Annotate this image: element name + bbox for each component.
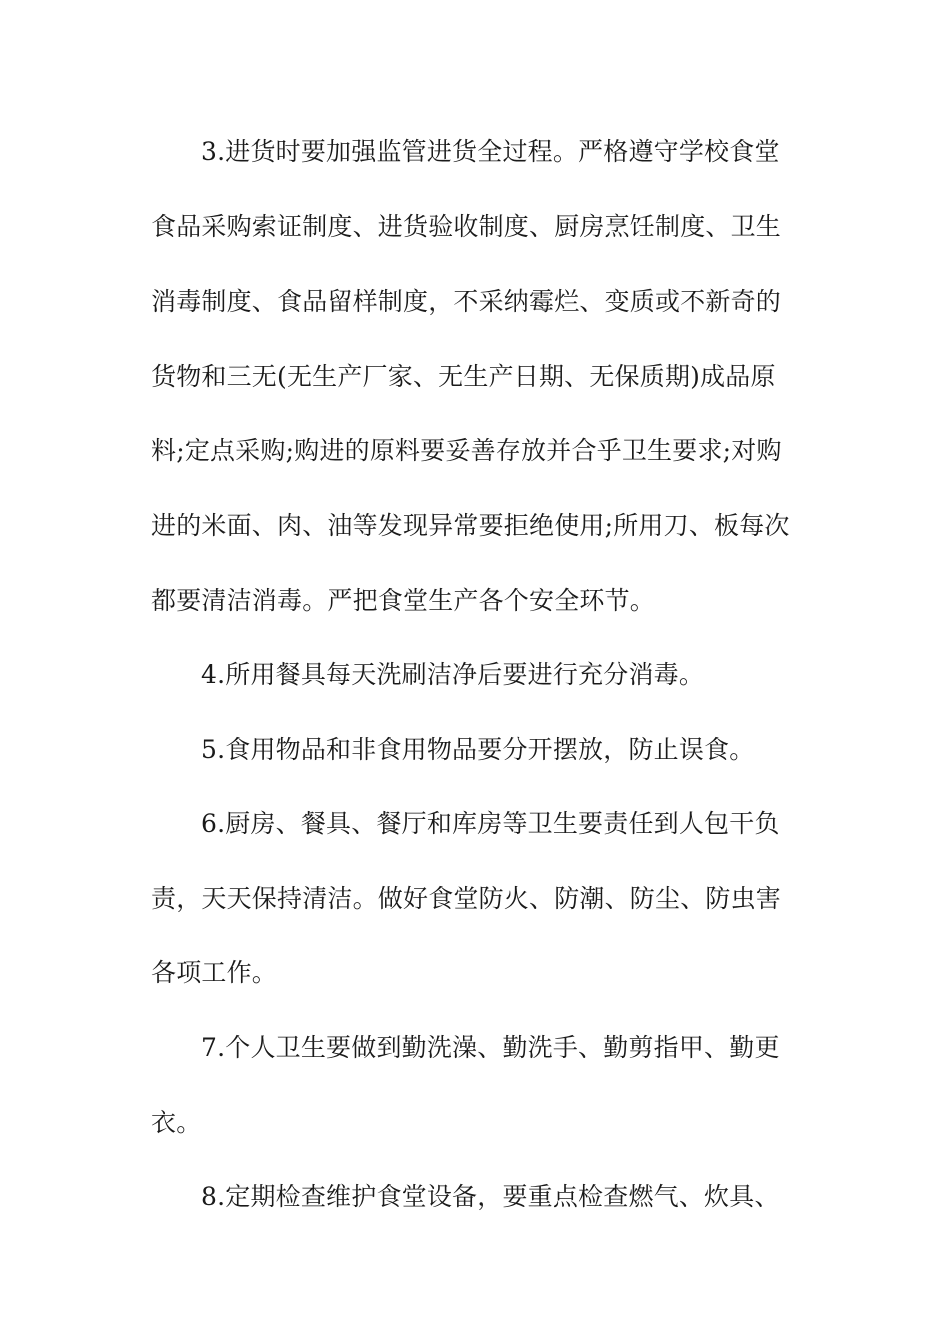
item-6-line-2: 责，天天保持清洁。做好食堂防火、防潮、防尘、防虫害	[151, 884, 782, 913]
item-3-line-3: 消毒制度、食品留样制度，不采纳霉烂、变质或不新奇的	[151, 287, 782, 316]
item-3-line-5: 料;定点采购;购进的原料要妥善存放并合乎卫生要求;对购	[151, 436, 782, 465]
item-3-line-4: 货物和三无(无生产厂家、无生产日期、无保质期)成品原	[151, 362, 776, 391]
item-3-line-6: 进的米面、肉、油等发现异常要拒绝使用;所用刀、板每次	[151, 511, 790, 540]
item-4-line-1: 4.所用餐具每天洗刷洁净后要进行充分消毒。	[201, 660, 705, 689]
item-3-line-1: 3.进货时要加强监管进货全过程。严格遵守学校食堂	[201, 137, 780, 166]
item-6-line-3: 各项工作。	[151, 958, 278, 987]
item-5-line-1: 5.食用物品和非食用物品要分开摆放，防止误食。	[201, 735, 755, 764]
item-6-line-1: 6.厨房、餐具、餐厅和库房等卫生要责任到人包干负	[201, 809, 780, 838]
item-3-line-2: 食品采购索证制度、进货验收制度、厨房烹饪制度、卫生	[151, 212, 782, 241]
item-7-line-1: 7.个人卫生要做到勤洗澡、勤洗手、勤剪指甲、勤更	[201, 1033, 780, 1062]
item-7-line-2: 衣。	[151, 1108, 202, 1137]
item-8-line-1: 8.定期检查维护食堂设备，要重点检查燃气、炊具、	[201, 1182, 780, 1211]
item-3-line-7: 都要清洁消毒。严把食堂生产各个安全环节。	[151, 586, 656, 615]
